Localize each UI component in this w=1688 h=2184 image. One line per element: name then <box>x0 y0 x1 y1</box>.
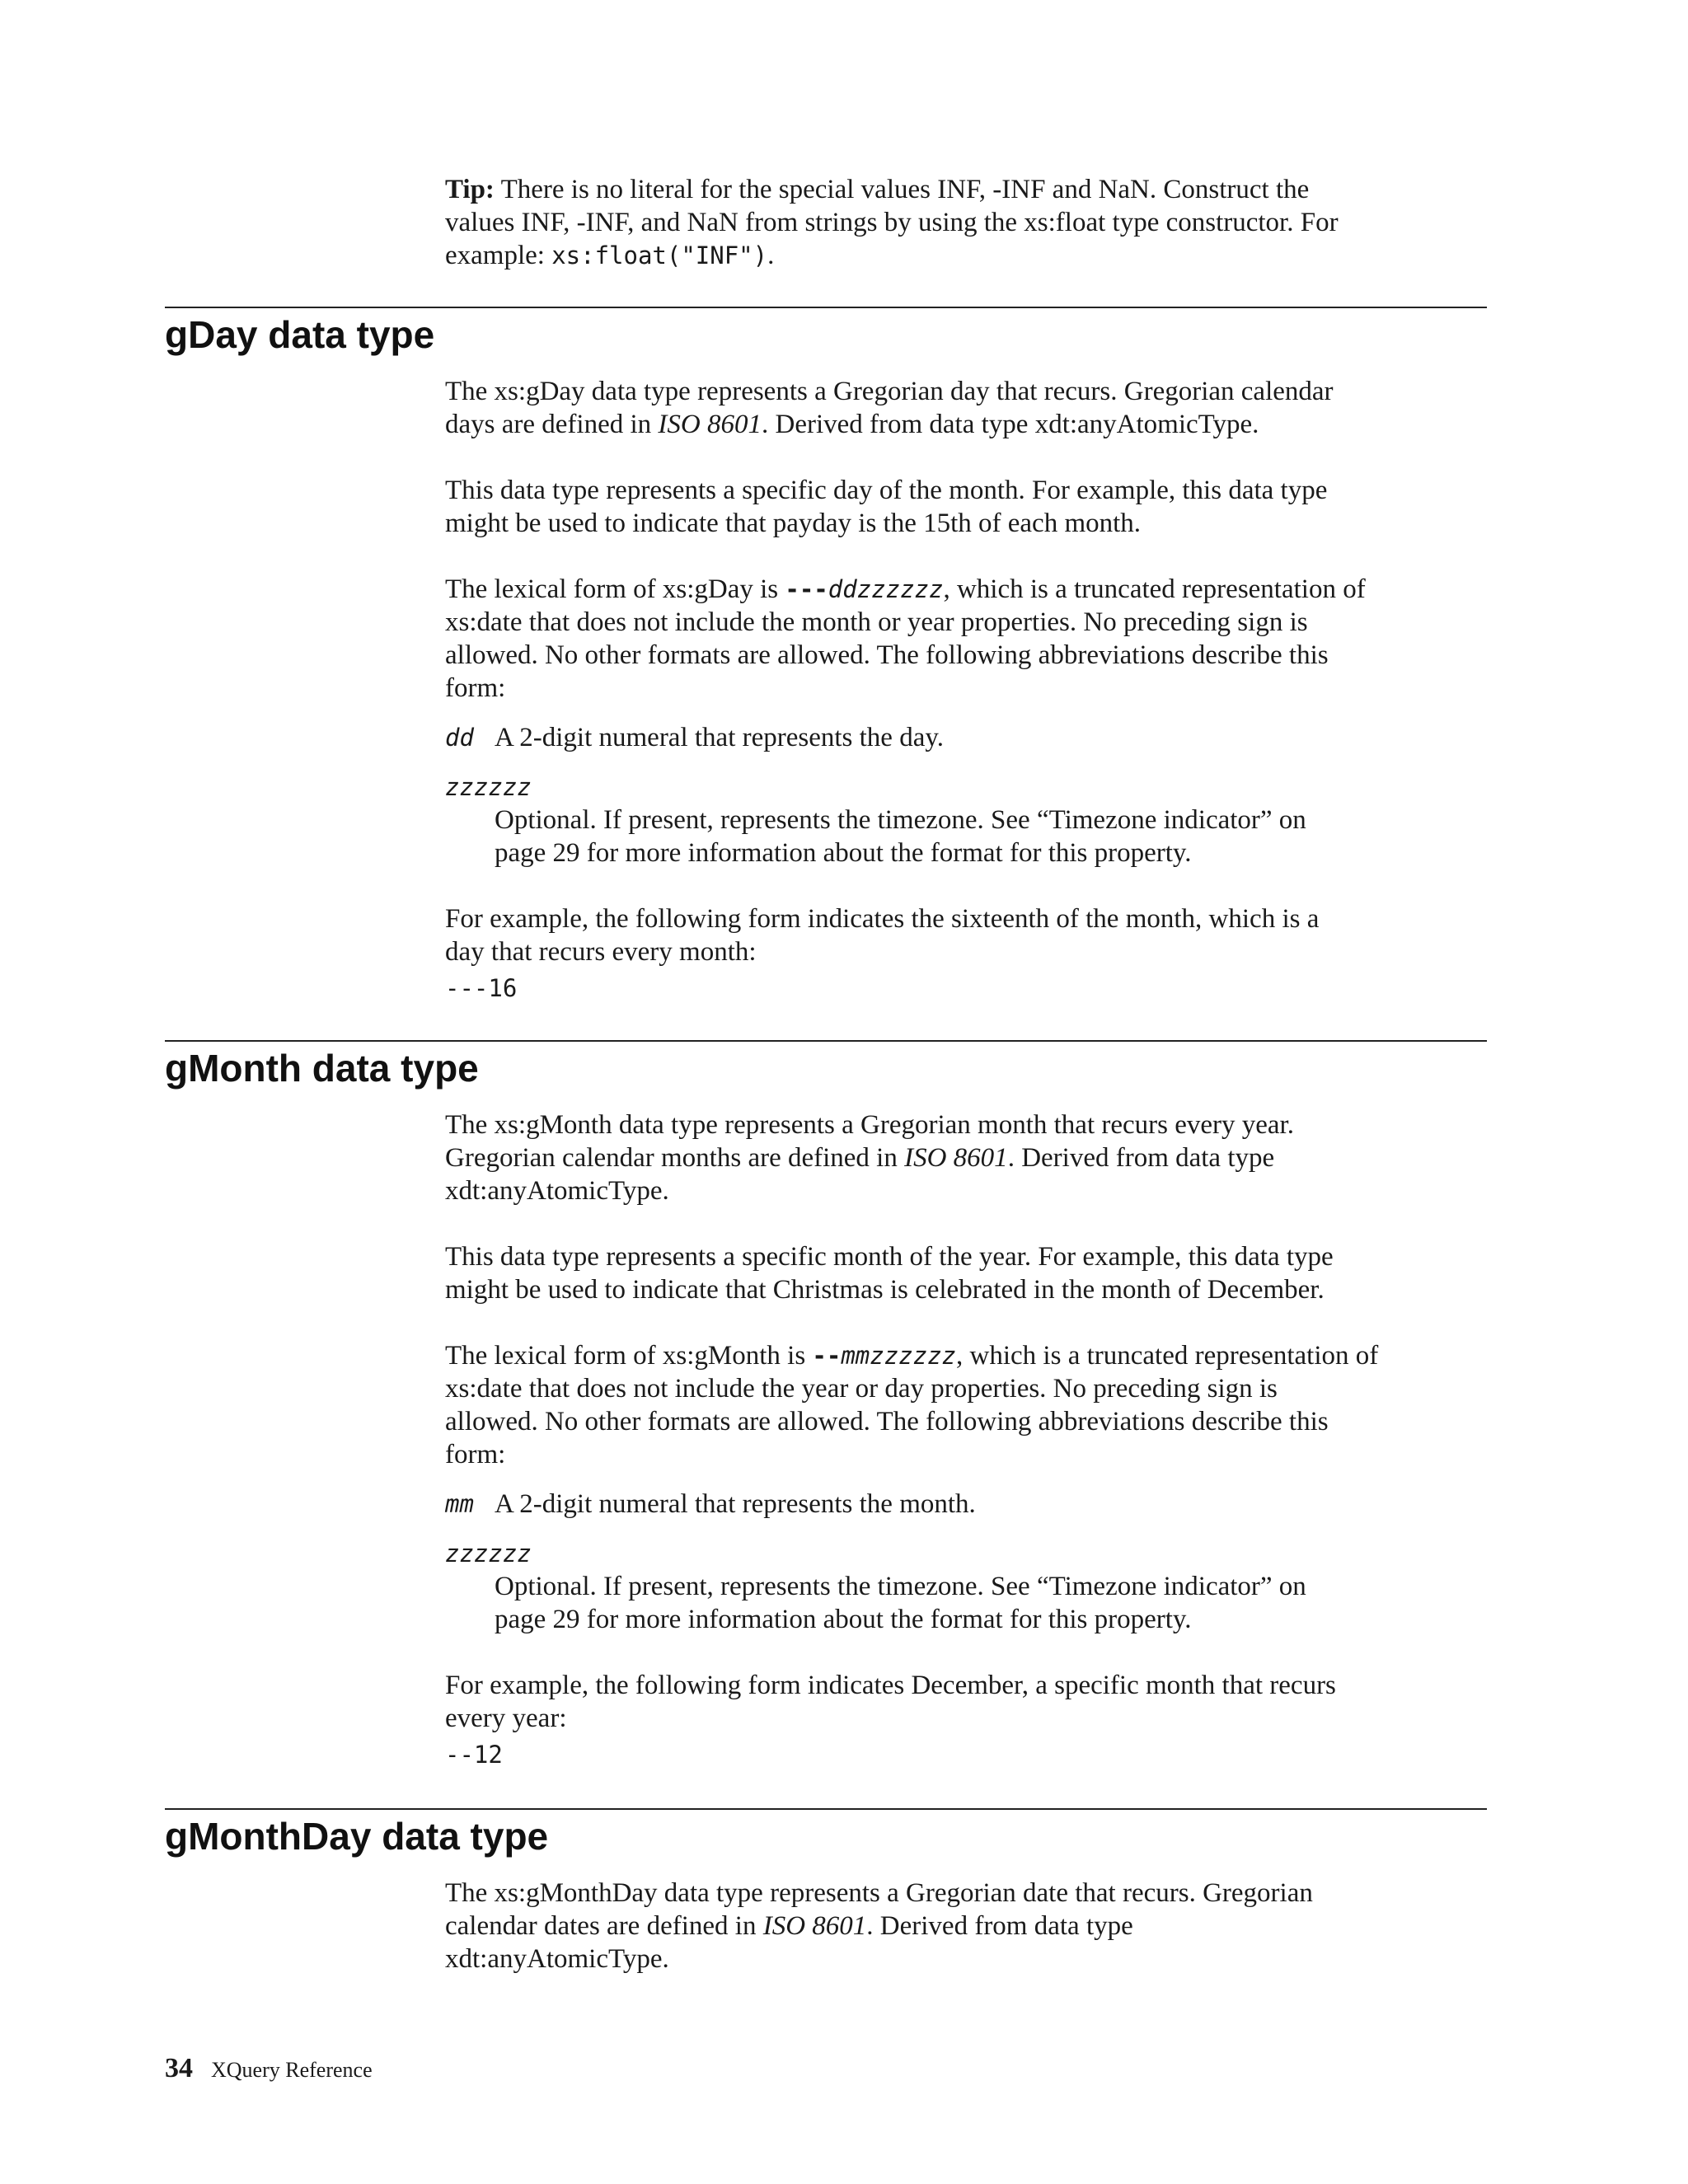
gmonthday-paragraph-1: The xs:gMonthDay data type represents a Gregorian date that recurs. Gregorian calendar dates are defined in ISO 8601. Derived from data type xdt:anyAtomicType. <box>445 1878 1313 1974</box>
gday-paragraph-1: The xs:gDay data type represents a Gregorian day that recurs. Gregorian calendar days are defined in ISO 8601. Derived from data type xdt:anyAtomicType. <box>445 377 1334 439</box>
definition-term: zzzzzz <box>445 773 532 801</box>
gmonth-paragraph-2: This data type represents a specific month of the year. For example, this data type might be used to indicate that Christmas is celebrated in the month of December. <box>445 1242 1334 1305</box>
gmonth-paragraph-4: For example, the following form indicates December, a specific month that recurs every year: <box>445 1671 1336 1733</box>
gday-example: ---16 <box>445 974 518 1002</box>
page-footer <box>165 2055 373 2083</box>
section-divider-gday <box>165 307 1487 308</box>
definition-mm <box>445 1488 1485 1521</box>
gday-paragraph-4: For example, the following form indicates the sixteenth of the month, which is a day that recurs every month: <box>445 904 1320 967</box>
tip-block: Tip: There is no literal for the special values INF, -INF and NaN. Construct the values INF, -INF, and NaN from strings by using the xs:float type constructor. For example: xs:float("INF"). <box>445 173 1485 272</box>
definition-term: zzzzzz <box>445 1540 532 1568</box>
gmonth-paragraph-1: The xs:gMonth data type represents a Gregorian month that recurs every year. Gregorian calendar months are defined in ISO 8601. Derived from data type xdt:anyAtomicType. <box>445 1110 1294 1206</box>
gday-paragraph-3: The lexical form of xs:gDay is ---ddzzzzzz, which is a truncated representation of xs:date that does not include the month or year properties. No preceding sign is allowed. No other formats are allowed. The following abbreviations describe this form: <box>445 574 1366 703</box>
definition-desc: A 2-digit numeral that represents the month. <box>495 1489 976 1519</box>
tip-line-2: values INF, -INF, and NaN from strings by using the xs:float type constructor. For <box>445 208 1339 237</box>
gmonth-paragraph-3: The lexical form of xs:gMonth is --mmzzzzzz, which is a truncated representation of xs:date that does not include the year or day properties. No preceding sign is allowed. No other formats are allowed. The following abbreviations describe this form: <box>445 1341 1379 1469</box>
gmonth-example: --12 <box>445 1741 503 1769</box>
definition-zzzzzz <box>445 1537 1485 1636</box>
tip-label: Tip: <box>445 175 495 204</box>
definition-desc: A 2-digit numeral that represents the day. <box>495 723 944 752</box>
definition-desc: Optional. If present, represents the timezone. See “Timezone indicator” on page 29 for more information about the format for this property. <box>495 805 1306 868</box>
page-number: 34 <box>165 2053 193 2083</box>
definition-desc: Optional. If present, represents the timezone. See “Timezone indicator” on page 29 for more information about the format for this property. <box>495 1572 1306 1634</box>
definition-zzzzzz <box>445 771 1485 869</box>
gday-paragraph-2: This data type represents a specific day of the month. For example, this data type might be used to indicate that payday is the 15th of each month. <box>445 476 1328 538</box>
gday-body <box>445 375 1485 1005</box>
definition-term: mm <box>445 1490 474 1518</box>
gmonthday-body <box>445 1877 1485 1975</box>
heading-gmonth: gMonth data type <box>165 1047 479 1090</box>
gmonth-body <box>445 1108 1485 1771</box>
definition-term: dd <box>445 724 474 752</box>
section-divider-gmonthday <box>165 1808 1487 1810</box>
definition-dd <box>445 721 1485 754</box>
heading-gmonthday: gMonthDay data type <box>165 1815 549 1858</box>
tip-code: xs:float("INF") <box>551 241 768 269</box>
book-title: XQuery Reference <box>211 2058 373 2082</box>
tip-line-1: There is no literal for the special values INF, -INF and NaN. Construct the <box>500 175 1310 204</box>
section-divider-gmonth <box>165 1040 1487 1042</box>
heading-gday: gDay data type <box>165 313 435 356</box>
